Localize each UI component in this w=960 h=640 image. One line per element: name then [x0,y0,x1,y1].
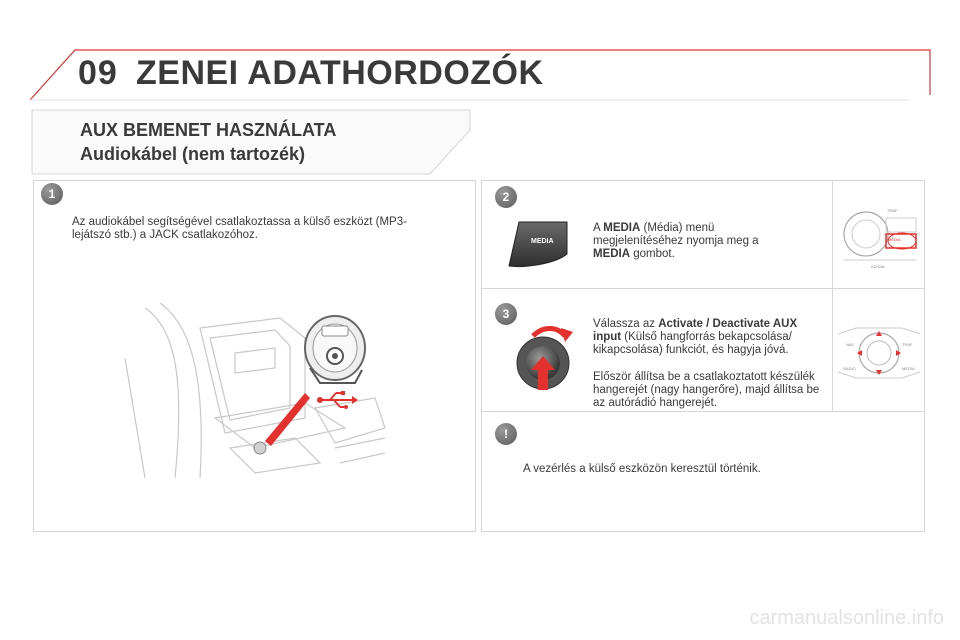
watermark: carmanualsonline.info [749,607,944,629]
panel-label-addal: AD/DAL [871,264,886,269]
section-title: AUX BEMENET HASZNÁLATA [80,120,337,140]
note-text: A vezérlés a külső eszközön keresztül történik. [523,463,761,475]
panel-label-traf-2: TRAF [902,342,913,347]
step3-badge: 3 [495,303,517,325]
step2-badge: 2 [495,186,517,208]
section-subtitle: Audiokábel (nem tartozék) [80,144,306,164]
step2-divider [832,181,833,288]
step1-text: Az audiokábel segítségével csatlakoztassa a külső eszközt (MP3-lejátszó stb.) a JACK csatlakozóhoz. [72,216,407,241]
panel-label-traf: TRAF [887,208,898,213]
panel-label-media: MEDIA [888,237,901,242]
jack-socket [254,442,266,454]
step1-badge: 1 [41,183,63,205]
jack-zoom-icon [300,308,380,390]
pointer-arrow [265,393,310,446]
section-header [30,100,475,176]
panel-label-nav: NAV [846,342,854,347]
note-badge: ! [495,423,517,445]
panel-label-media-2: MEDIA [902,366,915,371]
rotary-knob-illustration [515,318,585,398]
usb-icon [316,390,358,410]
media-button[interactable]: MEDIA [531,238,554,245]
step2-text: A MEDIA (Média) menü megjelenítéséhez nyomja meg a MEDIA gombot. [593,222,759,260]
divider-step2-step3 [482,288,924,289]
chapter-title: ZENEI ADATHORDOZÓK [136,54,544,92]
chapter-header [0,0,960,110]
step3-text-volume: Először állítsa be a csatlakoztatott készülék hangerejét (nagy hangerőre), majd állítsa be az autórádió hangerejét. [593,371,820,409]
panel-label-radio: RADIO [843,366,856,371]
divider-step3-note [482,411,924,412]
radio-panel-media-icon [840,198,918,273]
step3-divider [832,289,833,411]
step3-text: Válassza az Activate / Deactivate AUX input (Külső hangforrás bekapcsolása/ kikapcsolása) funkciót, és hagyja jóvá. [593,318,798,356]
radio-panel-knob-icon [836,322,922,384]
chapter-number: 09 [78,54,118,92]
